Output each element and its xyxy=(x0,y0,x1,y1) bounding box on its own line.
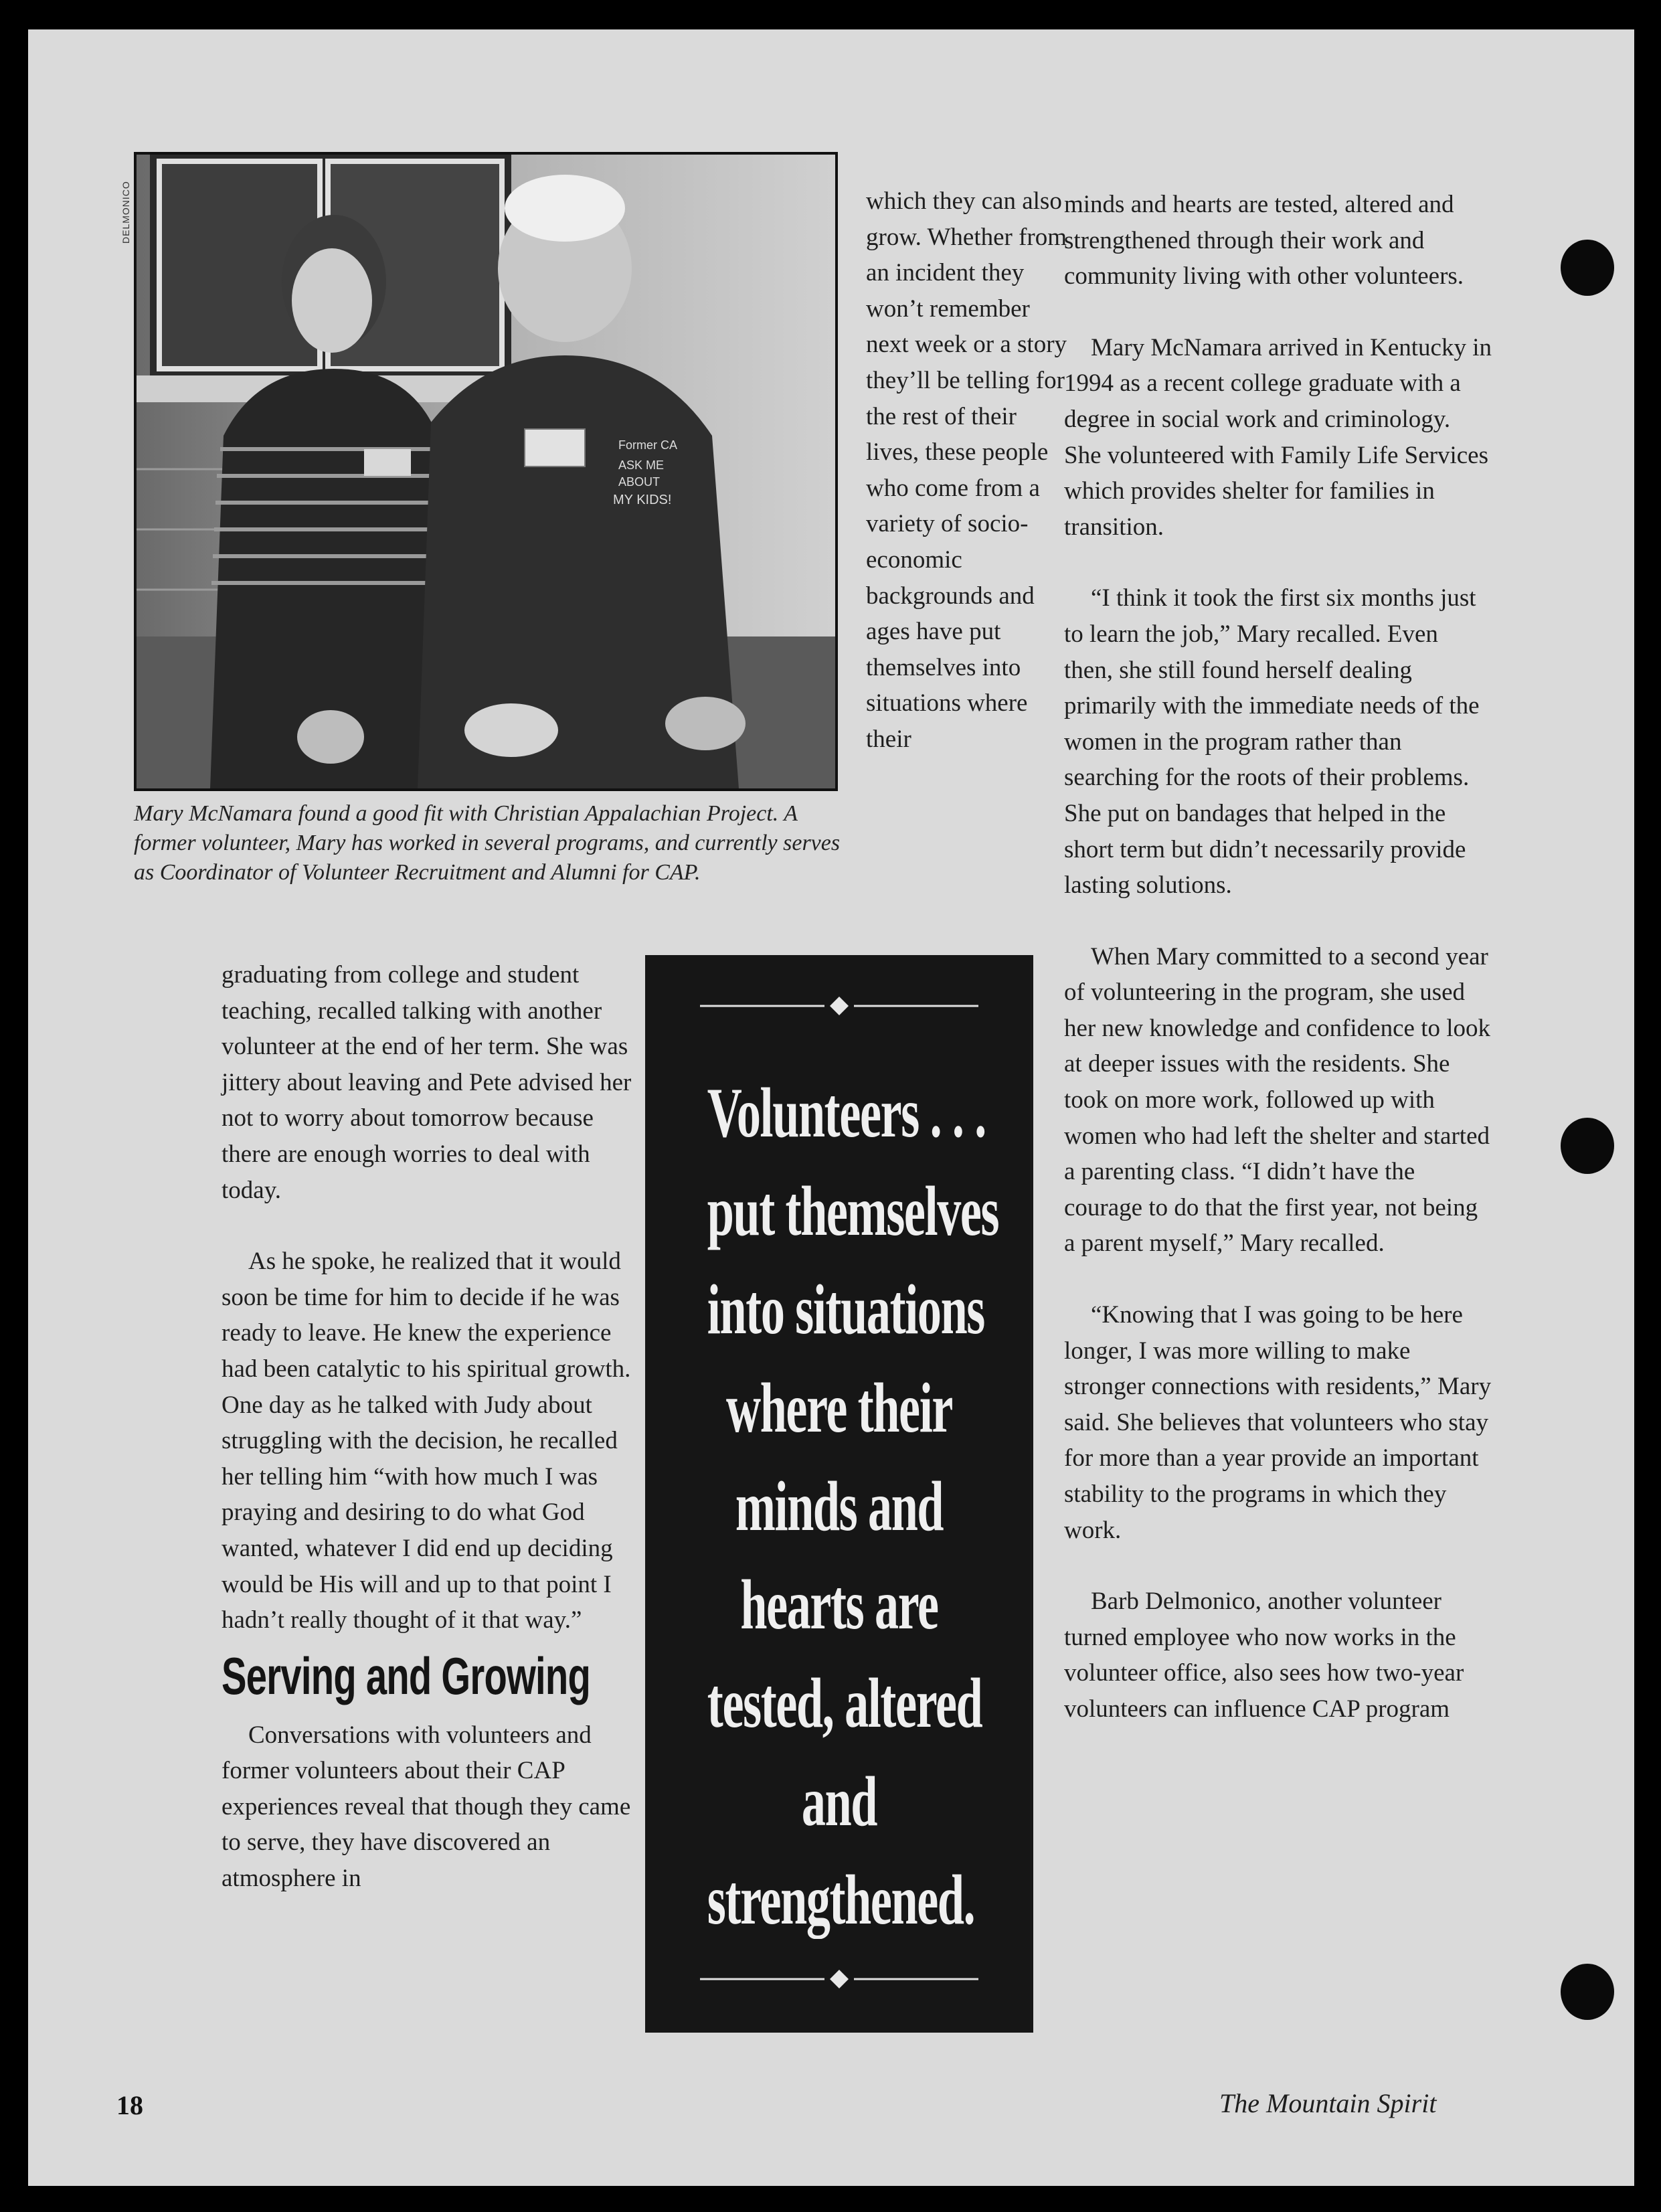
article-paragraph: which they can also grow. Whether from an incident they won’t remember next week or a story they’ll be telling for the rest of their lives, these people who come from a variety of socio-economic backgrounds and ages have put themselves into situations where their xyxy=(866,187,1067,753)
article-column-left xyxy=(222,957,636,1897)
article-paragraph: graduating from college and student teaching, recalled talking with another volunteer at the end of her term. She was jittery about leaving and Pete advised her not to worry about tomorrow because there are enough worries to deal with today. xyxy=(222,961,632,1204)
pull-quote-line: Volunteers . . . xyxy=(707,1074,986,1152)
article-paragraph: “I think it took the first six months just to learn the job,” Mary recalled. Even then, she still found herself dealing primarily with the immediate needs of the women in the program rather than searching for the roots of their problems. She put on bandages that helped in the short term but didn’t necessarily provide lasting solutions. xyxy=(1064,584,1480,900)
article-paragraph: Barb Delmonico, another volunteer turned employee who now works in the volunteer office, also sees how two-year volunteers can influence CAP program xyxy=(1064,1588,1464,1723)
pull-quote-line: and xyxy=(801,1762,877,1841)
badge-line-4: MY KIDS! xyxy=(613,493,672,507)
article-column-right xyxy=(1064,187,1492,1727)
badge-line-3: ABOUT xyxy=(618,475,661,489)
article-column-middle xyxy=(866,183,1067,758)
badge-line-2: ASK ME xyxy=(618,458,665,472)
pull-quote-line: into situations xyxy=(707,1270,984,1349)
article-paragraph: As he spoke, he realized that it would soon be time for him to decide if he was ready to leave. He knew the experience had been catalytic to his spiritual growth. One day as he talked with Judy about struggling with the decision, he recalled her telling him “with how much I was praying and desiring to do what God wanted, whatever I did end up deciding would be His will and up to that point I hadn’t really thought of it that way.” xyxy=(222,1248,631,1634)
photo-caption: Mary McNamara found a good fit with Christian Appalachian Project. A former volunteer, Mary has worked in several programs, and currently serves as Coordinator of Volunteer Recruitment and Alumni for CAP. xyxy=(134,801,841,885)
binder-hole-bottom xyxy=(1561,1964,1614,2020)
pull-quote-line: where their xyxy=(726,1369,952,1447)
binder-hole-middle xyxy=(1561,1118,1614,1174)
article-paragraph: Mary McNamara arrived in Kentucky in 1994 as a recent college graduate with a degree in social work and criminology. She volunteered with Family Life Services which provides shelter for families in transition. xyxy=(1064,333,1492,541)
page-number: 18 xyxy=(116,2090,143,2120)
article-paragraph: “Knowing that I was going to be here longer, I was more willing to make stronger connections with residents,” Mary said. She believes that volunteers who stay for more than a year provide an important stability to the programs in which they work. xyxy=(1064,1301,1492,1544)
photo-illustration xyxy=(137,155,835,788)
pull-quote-line: strengthened. xyxy=(707,1861,975,1939)
article-paragraph: Conversations with volunteers and former volunteers about their CAP experiences reveal that though they came to serve, they have discovered an atmosphere in xyxy=(222,1721,631,1893)
volunteer-photo xyxy=(134,152,838,791)
section-heading: Serving and Growing xyxy=(222,1646,591,1705)
pull-quote-box xyxy=(645,955,1033,2033)
article-paragraph: When Mary committed to a second year of volunteering in the program, she used her new knowledge and confidence to look at deeper issues with the residents. She took on more work, followed up with women who had left the shelter and started a parenting class. “I didn’t have the courage to do that the first year, not being a parent myself,” Mary recalled. xyxy=(1064,942,1491,1258)
pull-quote-line: hearts are xyxy=(740,1565,938,1644)
pull-quote-line: minds and xyxy=(735,1467,944,1545)
ornament-rule-bottom xyxy=(700,1966,978,1992)
binder-hole-top xyxy=(1561,240,1614,296)
article-paragraph: minds and hearts are tested, altered and strengthened through their work and community living with other volunteers. xyxy=(1064,191,1464,290)
pull-quote-line: put themselves xyxy=(707,1172,999,1250)
ornament-rule-top xyxy=(700,993,978,1019)
pull-quote-text xyxy=(707,1064,999,1949)
photo-credit: DELMONICO xyxy=(120,181,131,244)
publication-name: The Mountain Spirit xyxy=(1219,2088,1437,2118)
magazine-page xyxy=(28,29,1634,2186)
badge-line-1: Former CA xyxy=(618,438,678,452)
pull-quote-line: tested, altered xyxy=(707,1664,982,1742)
